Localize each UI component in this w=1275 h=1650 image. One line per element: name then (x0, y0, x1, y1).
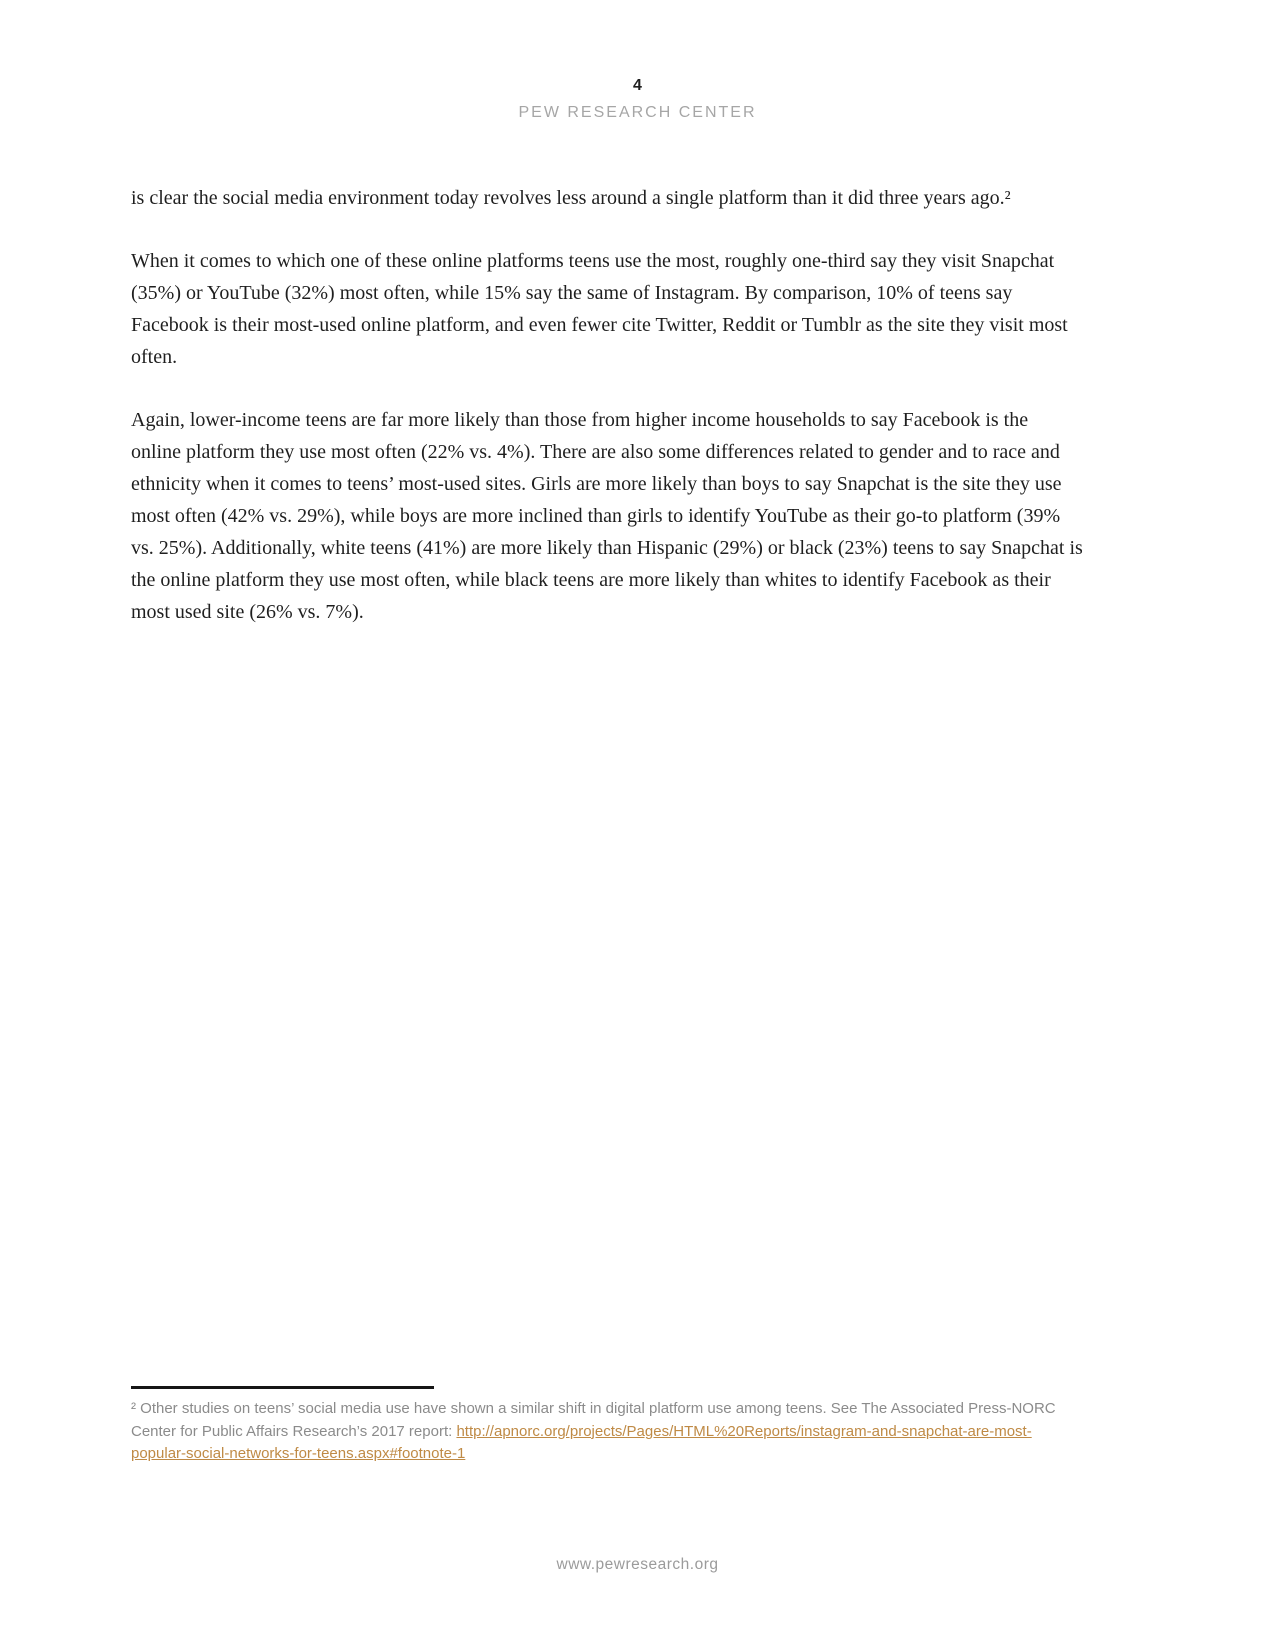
paragraph-1: is clear the social media environment today revolves less around a single platform than it did three years ago.² (131, 187, 1011, 209)
paragraph-3: Again, lower-income teens are far more likely than those from higher income households to say Facebook is the online platform they use most often (22% vs. 4%). There are also some differences related to gender and to race and ethnicity when it comes to teens’ most-used sites. Girls are more likely than boys to say Snapchat is the site they use most often (42% vs. 29%), while boys are more inclined than girls to identify YouTube as their go-to platform (39% vs. 25%). Additionally, white teens (41%) are more likely than Hispanic (29%) or black (23%) teens to say Snapchat is the online platform they use most often, while black teens are more likely than whites to identify Facebook as their most used site (26% vs. 7%). (131, 409, 1083, 623)
page-header (0, 0, 1275, 122)
footnote-link[interactable]: http://apnorc.org/projects/Pages/HTML%20Reports/instagram-and-snapchat-are-most-popular-social-networks-for-teens.aspx#footnote-1 (131, 1422, 1032, 1462)
footnote-area (131, 1386, 1083, 1466)
footnote (131, 1398, 1083, 1466)
footnote-separator (131, 1386, 434, 1389)
page-number: 4 (633, 77, 642, 94)
paragraph-2: When it comes to which one of these online platforms teens use the most, roughly one-third say they visit Snapchat (35%) or YouTube (32%) most often, while 15% say the same of Instagram. By comparison, 10% of teens say Facebook is their most-used online platform, and even fewer cite Twitter, Reddit or Tumblr as the site they visit most often. (131, 250, 1068, 368)
page-footer (0, 1556, 1275, 1574)
footer-url: www.pewresearch.org (556, 1556, 719, 1573)
footnote-text: ² Other studies on teens’ social media use have shown a similar shift in digital platform use among teens. See The Associated Press-NORC Center for Public Affairs Research’s 2017 report: (131, 1400, 1056, 1440)
org-name: PEW RESEARCH CENTER (518, 104, 757, 121)
footnote-text-block (131, 1398, 1083, 1466)
body-text (131, 182, 1083, 659)
